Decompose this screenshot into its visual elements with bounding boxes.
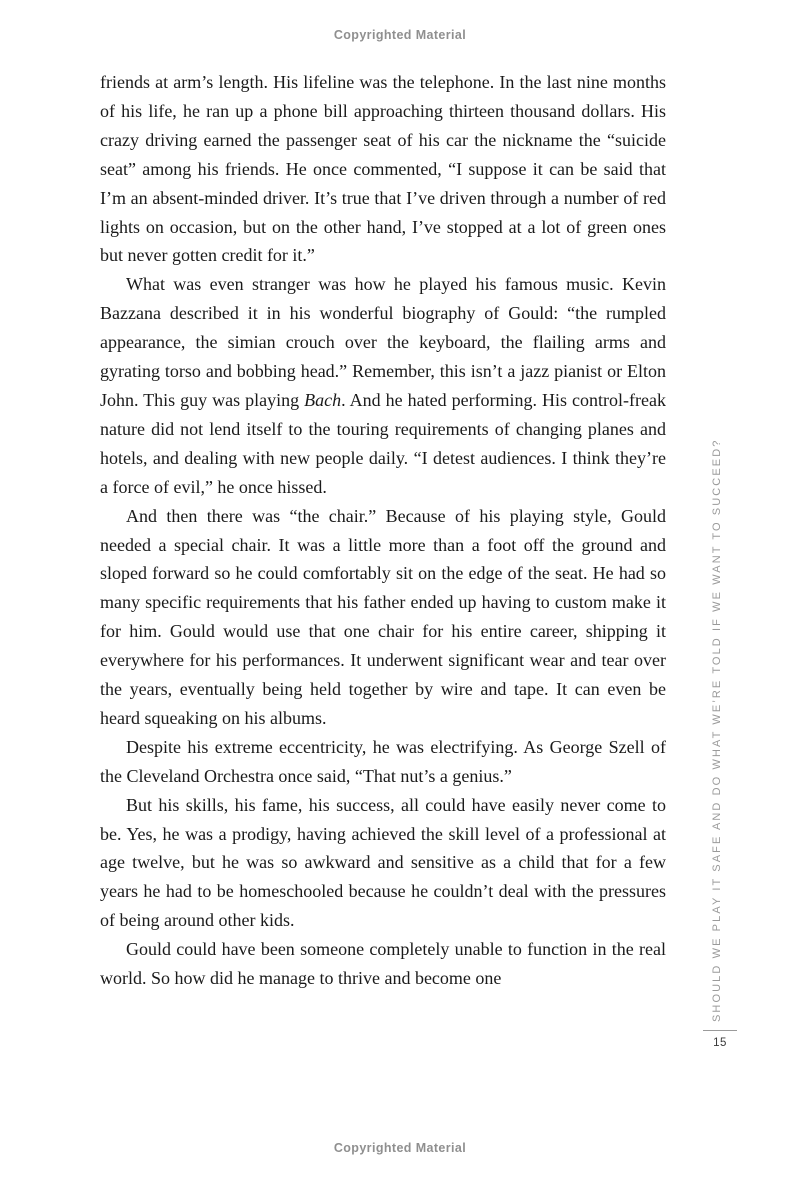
copyright-notice-top: Copyrighted Material — [333, 28, 467, 42]
paragraph: But his skills, his fame, his success, all could have easily never come to be. Yes, he was a prodigy, having achieved the skill level of a professional at age twelve, but he was so awkward and sensitive as a child that for a few years he had to be homeschooled because he couldn’t deal with the pressures of being around other kids. — [100, 794, 666, 931]
paragraph: friends at arm’s length. His lifeline was the telephone. In the last nine months of his life, he ran up a phone bill approaching thirteen thousand dollars. His crazy driving earned the passenger seat of his car the nickname the “suicide seat” among his friends. He once commented, “I suppose it can be said that I’m an absent-minded driver. It’s true that I’ve driven through a number of red lights on occasion, but on the other hand, I’ve stopped at a lot of green ones but never gotten credit for it.” — [100, 72, 666, 266]
page-number-divider — [703, 1030, 737, 1031]
paragraph-text: . And he hated performing. His control-freak nature did not lend itself to the touring requirements of changing planes and hotels, and dealing with new people daily. “I detest audiences. I think they’re a force of evil,” he once hissed. — [100, 389, 666, 497]
page-number: 15 — [713, 1037, 727, 1049]
page-number-block — [703, 1030, 737, 1049]
body-text — [100, 68, 666, 993]
italic-text: Bach — [304, 389, 342, 410]
paragraph: Gould could have been someone completely unable to function in the real world. So how did he manage to thrive and become one — [100, 939, 666, 989]
copyright-notice-bottom: Copyrighted Material — [333, 1141, 467, 1155]
paragraph: Despite his extreme eccentricity, he was electrifying. As George Szell of the Cleveland Orchestra once said, “That nut’s a genius.” — [100, 736, 666, 786]
paragraph — [100, 270, 666, 501]
paragraph: And then there was “the chair.” Because of his playing style, Gould needed a special chair. It was a little more than a foot off the ground and sloped forward so he could comfortably sit on the edge of the seat. He had so many specific requirements that his father ended up having to custom make it for him. Gould would use that one chair for his entire career, shipping it everywhere for his performances. It underwent significant wear and tear over the years, eventually being held together by wire and tape. It can even be heard squeaking on his albums. — [100, 505, 666, 728]
chapter-running-title: SHOULD WE PLAY IT SAFE AND DO WHAT WE’RE TOLD IF WE WANT TO SUCCEED? — [711, 438, 723, 1022]
paragraph-text: What was even stranger was how he played his famous music. Kevin Bazzana described it in his wonderful biography of Gould: “the rumpled appearance, the simian crouch over the keyboard, the flailing arms and gyrating torso and bobbing head.” Remember, this isn’t a jazz pianist or Elton John. This guy was playing — [100, 274, 666, 410]
